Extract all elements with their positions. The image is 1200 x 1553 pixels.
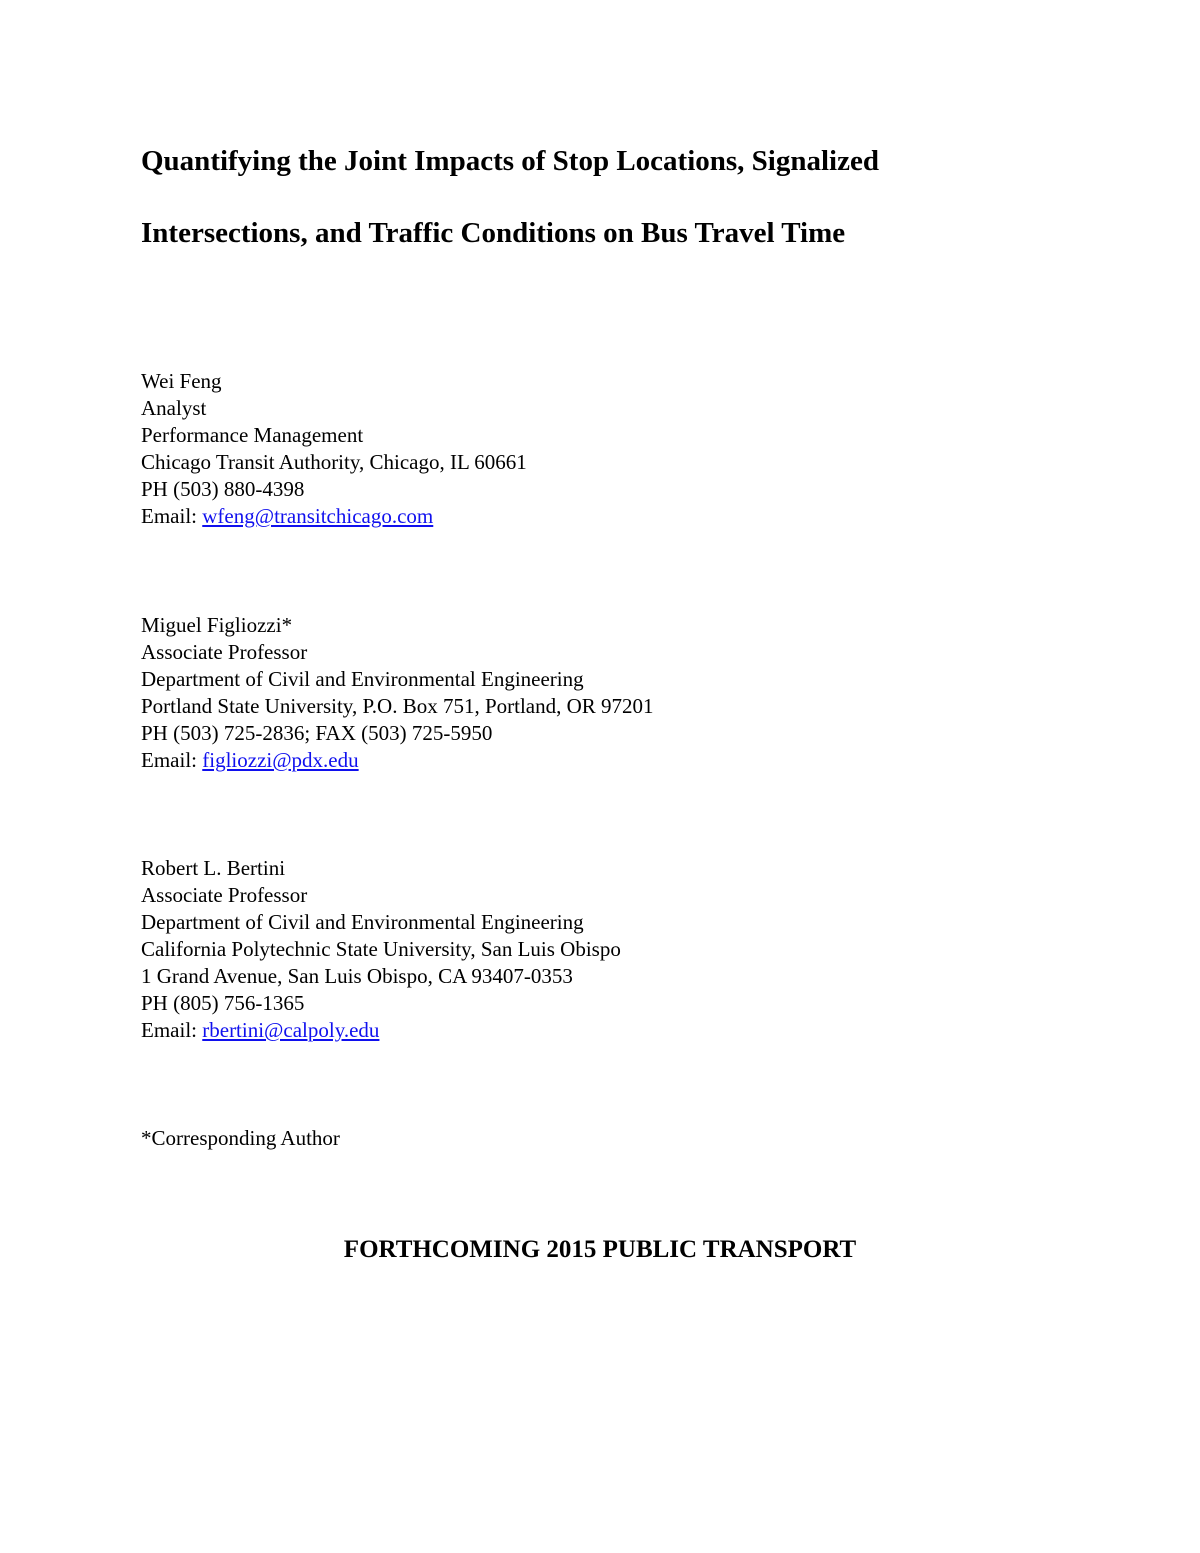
author-email-line xyxy=(141,503,527,530)
author-position: Associate Professor xyxy=(141,883,308,907)
author-block-bertini xyxy=(141,855,621,1044)
email-label: Email: xyxy=(141,748,203,772)
author-phone: PH (805) 756-1365 xyxy=(141,991,305,1015)
email-label: Email: xyxy=(141,504,203,528)
author-affiliation-line: 1 Grand Avenue, San Luis Obispo, CA 93407-0353 xyxy=(141,964,573,988)
forthcoming-notice: FORTHCOMING 2015 PUBLIC TRANSPORT xyxy=(343,1236,857,1263)
email-label: Email: xyxy=(141,1018,203,1042)
author-name: Robert L. Bertini xyxy=(141,856,286,880)
corresponding-author-note: *Corresponding Author xyxy=(141,1126,340,1150)
email-link[interactable]: figliozzi@pdx.edu xyxy=(202,748,359,772)
author-phone: PH (503) 880-4398 xyxy=(141,477,305,501)
email-link[interactable]: rbertini@calpoly.edu xyxy=(202,1018,380,1042)
author-name: Miguel Figliozzi* xyxy=(141,613,293,637)
author-affiliation-line: California Polytechnic State University, San Luis Obispo xyxy=(141,937,621,961)
author-position: Analyst xyxy=(141,396,207,420)
author-affiliation-line: Performance Management xyxy=(141,423,364,447)
paper-title-line-1: Quantifying the Joint Impacts of Stop Locations, Signalized xyxy=(141,145,879,177)
author-name: Wei Feng xyxy=(141,369,222,393)
author-position: Associate Professor xyxy=(141,640,308,664)
author-email-line xyxy=(141,747,654,774)
author-block-feng xyxy=(141,368,527,530)
author-affiliation-line: Department of Civil and Environmental Engineering xyxy=(141,667,584,691)
paper-title-line-2: Intersections, and Traffic Conditions on Bus Travel Time xyxy=(141,217,846,249)
author-affiliation-line: Department of Civil and Environmental Engineering xyxy=(141,910,584,934)
author-affiliation-line: Chicago Transit Authority, Chicago, IL 60661 xyxy=(141,450,527,474)
author-affiliation-line: Portland State University, P.O. Box 751, Portland, OR 97201 xyxy=(141,694,654,718)
author-block-figliozzi xyxy=(141,612,654,774)
author-email-line xyxy=(141,1017,621,1044)
email-link[interactable]: wfeng@transitchicago.com xyxy=(202,504,434,528)
author-phone: PH (503) 725-2836; FAX (503) 725-5950 xyxy=(141,721,493,745)
